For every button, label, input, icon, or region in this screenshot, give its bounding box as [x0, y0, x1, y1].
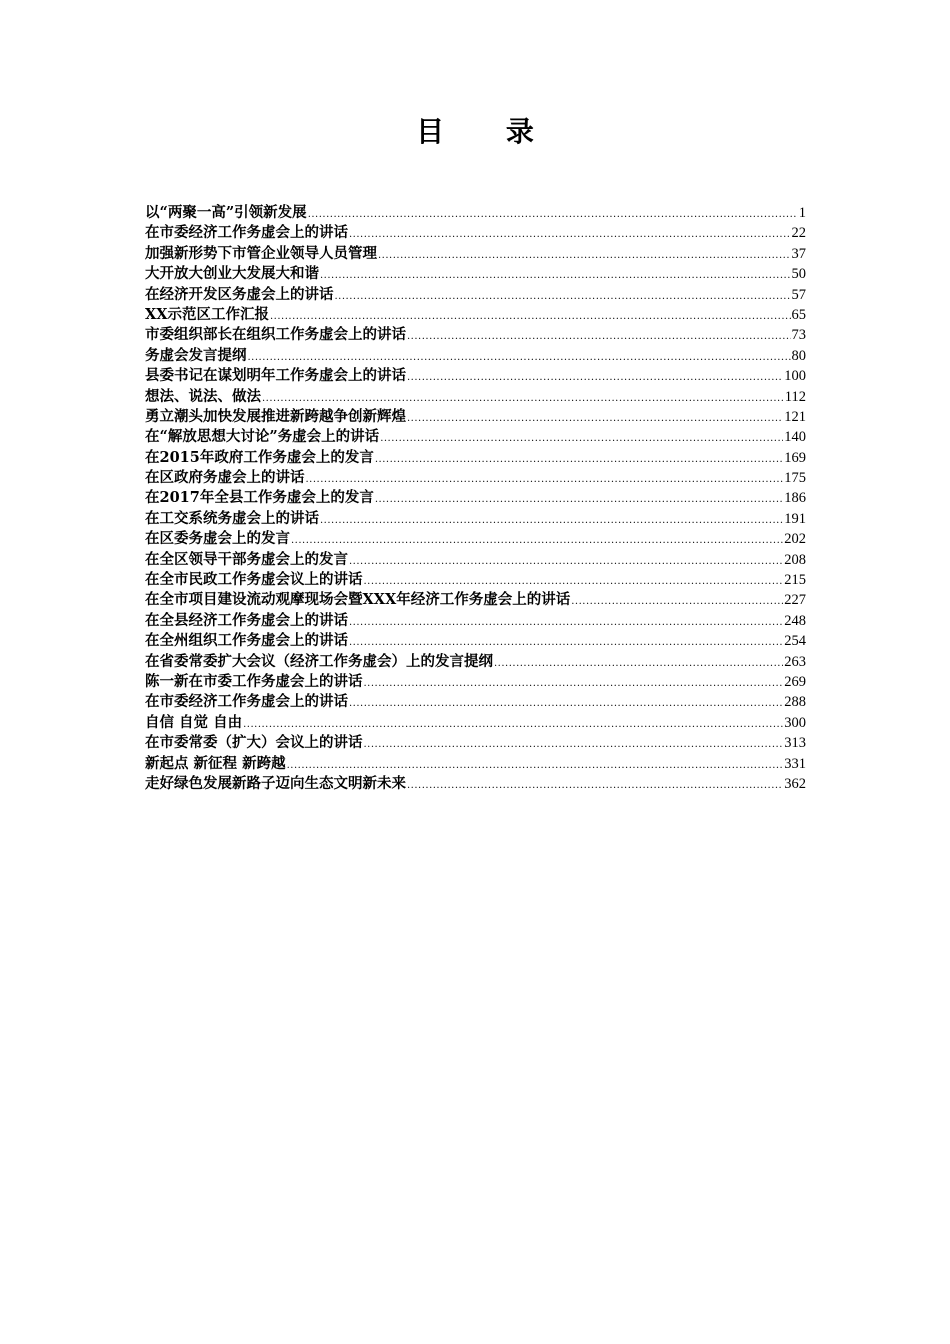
toc-entry[interactable]	[145, 244, 806, 264]
toc-dot-leader	[335, 287, 791, 305]
toc-entry-page-number: 50	[791, 266, 806, 283]
toc-dot-leader	[349, 552, 783, 570]
toc-entry[interactable]	[145, 754, 806, 774]
toc-entry-page-number: 186	[784, 490, 806, 507]
toc-entry-title: 在工交系统务虚会上的讲话	[145, 509, 319, 527]
toc-dot-leader	[375, 490, 783, 508]
toc-entry[interactable]	[145, 203, 806, 223]
toc-entry-page-number: 140	[784, 429, 806, 446]
toc-dot-leader	[248, 348, 791, 366]
toc-entry-title: 在全区领导干部务虚会上的发言	[145, 550, 348, 568]
toc-entry-title: 在全市项目建设流动观摩现场会暨XXX年经济工作务虚会上的讲话	[145, 591, 571, 609]
toc-entry-page-number: 215	[784, 572, 806, 589]
toc-entry-title: 在市委经济工作务虚会上的讲话	[145, 693, 348, 711]
toc-entry-page-number: 331	[784, 755, 806, 772]
toc-entry-title: 走好绿色发展新路子迈向生态文明新未来	[145, 774, 406, 792]
toc-entry[interactable]	[145, 774, 806, 794]
toc-dot-leader	[364, 572, 784, 590]
toc-dot-leader	[349, 633, 783, 651]
toc-entry[interactable]	[145, 692, 806, 712]
toc-entry-title: 加强新形势下市管企业领导人员管理	[145, 244, 377, 262]
toc-entry-page-number: 100	[784, 368, 806, 385]
toc-entry[interactable]	[145, 305, 806, 325]
toc-entry-page-number: 169	[784, 449, 806, 466]
toc-entry-title: 县委书记在谋划明年工作务虚会上的讲话	[145, 367, 406, 385]
toc-dot-leader	[349, 613, 783, 631]
toc-dot-leader	[364, 674, 784, 692]
page-title: 目 录	[416, 115, 560, 148]
table-of-contents	[145, 203, 806, 794]
toc-dot-leader	[262, 389, 784, 407]
toc-entry-page-number: 112	[784, 388, 806, 405]
toc-entry-title: 大开放大创业大发展大和谐	[145, 265, 319, 283]
toc-dot-leader	[349, 225, 791, 243]
toc-entry-page-number: 362	[784, 775, 806, 792]
toc-entry-page-number: 208	[784, 551, 806, 568]
toc-entry-page-number: 191	[784, 510, 806, 527]
toc-dot-leader	[287, 756, 784, 774]
toc-entry[interactable]	[145, 387, 806, 407]
toc-dot-leader	[571, 592, 783, 610]
toc-entry[interactable]	[145, 468, 806, 488]
toc-entry-title: 在省委常委扩大会议（经济工作务虚会）上的发言提纲	[145, 652, 493, 670]
toc-entry[interactable]	[145, 407, 806, 427]
toc-entry-page-number: 37	[791, 245, 806, 262]
toc-entry-title: 自信 自觉 自由	[145, 713, 243, 731]
toc-entry[interactable]	[145, 672, 806, 692]
toc-entry-page-number: 65	[791, 306, 806, 323]
toc-entry-page-number: 288	[784, 694, 806, 711]
toc-entry[interactable]	[145, 652, 806, 672]
toc-entry-title: 想法、说法、做法	[145, 387, 261, 405]
toc-entry[interactable]	[145, 448, 806, 468]
toc-entry[interactable]	[145, 570, 806, 590]
toc-dot-leader	[407, 409, 783, 427]
toc-dot-leader	[308, 205, 798, 223]
toc-entry[interactable]	[145, 550, 806, 570]
toc-entry-page-number: 313	[784, 735, 806, 752]
toc-entry-page-number: 248	[784, 612, 806, 629]
toc-entry-page-number: 22	[791, 225, 806, 242]
toc-entry[interactable]	[145, 590, 806, 610]
toc-dot-leader	[380, 429, 783, 447]
toc-entry-page-number: 1	[798, 205, 806, 221]
toc-entry[interactable]	[145, 509, 806, 529]
toc-entry-title: 在2017年全县工作务虚会上的发言	[145, 489, 374, 507]
toc-entry-title: 在市委常委（扩大）会议上的讲话	[145, 734, 363, 752]
toc-entry[interactable]	[145, 346, 806, 366]
toc-entry-title: 在全县经济工作务虚会上的讲话	[145, 611, 348, 629]
toc-entry-title: 在区委务虚会上的发言	[145, 530, 290, 548]
toc-entry-title: 在全州组织工作务虚会上的讲话	[145, 632, 348, 650]
toc-entry-title: 新起点 新征程 新跨越	[145, 754, 286, 772]
toc-dot-leader	[494, 654, 783, 672]
toc-entry-page-number: 227	[784, 592, 806, 609]
toc-entry-page-number: 300	[784, 714, 806, 731]
toc-entry-title: 在2015年政府工作务虚会上的发言	[145, 448, 374, 466]
toc-entry-page-number: 73	[791, 327, 806, 344]
toc-entry-title: XX示范区工作汇报	[145, 305, 269, 323]
toc-entry[interactable]	[145, 713, 806, 733]
toc-entry[interactable]	[145, 325, 806, 345]
toc-entry-title: 在经济开发区务虚会上的讲话	[145, 285, 334, 303]
toc-entry-page-number: 254	[784, 633, 806, 650]
toc-entry-title: 在“解放思想大讨论”务虚会上的讲话	[145, 428, 380, 446]
toc-entry-title: 在全市民政工作务虚会议上的讲话	[145, 571, 363, 589]
toc-entry[interactable]	[145, 631, 806, 651]
toc-entry-page-number: 202	[784, 531, 806, 548]
toc-entry-title: 务虚会发言提纲	[145, 346, 247, 364]
toc-dot-leader	[364, 735, 784, 753]
toc-entry[interactable]	[145, 733, 806, 753]
toc-entry[interactable]	[145, 427, 806, 447]
toc-entry-title: 陈一新在市委工作务虚会上的讲话	[145, 672, 363, 690]
toc-dot-leader	[306, 470, 784, 488]
toc-dot-leader	[378, 246, 791, 264]
toc-entry-title: 勇立潮头加快发展推进新跨越争创新辉煌	[145, 407, 406, 425]
toc-dot-leader	[320, 266, 791, 284]
toc-entry-page-number: 175	[784, 470, 806, 487]
toc-entry-page-number: 121	[784, 408, 806, 425]
toc-dot-leader	[243, 715, 783, 733]
toc-entry-page-number: 263	[784, 653, 806, 670]
toc-dot-leader	[291, 531, 783, 549]
toc-entry[interactable]	[145, 264, 806, 284]
toc-entry[interactable]	[145, 611, 806, 631]
toc-entry-title: 市委组织部长在组织工作务虚会上的讲话	[145, 326, 406, 344]
toc-entry[interactable]	[145, 366, 806, 386]
toc-dot-leader	[375, 450, 783, 468]
toc-entry-page-number: 269	[784, 673, 806, 690]
toc-entry[interactable]	[145, 529, 806, 549]
toc-dot-leader	[270, 307, 791, 325]
toc-dot-leader	[349, 694, 783, 712]
toc-dot-leader	[407, 327, 791, 345]
toc-entry-page-number: 80	[791, 347, 806, 364]
toc-entry-title: 以“两聚一高”引领新发展	[145, 204, 307, 221]
toc-dot-leader	[407, 776, 783, 794]
toc-entry-page-number: 57	[791, 286, 806, 303]
toc-entry[interactable]	[145, 223, 806, 243]
toc-dot-leader	[407, 368, 783, 386]
toc-entry[interactable]	[145, 285, 806, 305]
toc-entry-title: 在区政府务虚会上的讲话	[145, 469, 305, 487]
toc-entry[interactable]	[145, 488, 806, 508]
toc-dot-leader	[320, 511, 783, 529]
toc-entry-title: 在市委经济工作务虚会上的讲话	[145, 224, 348, 242]
